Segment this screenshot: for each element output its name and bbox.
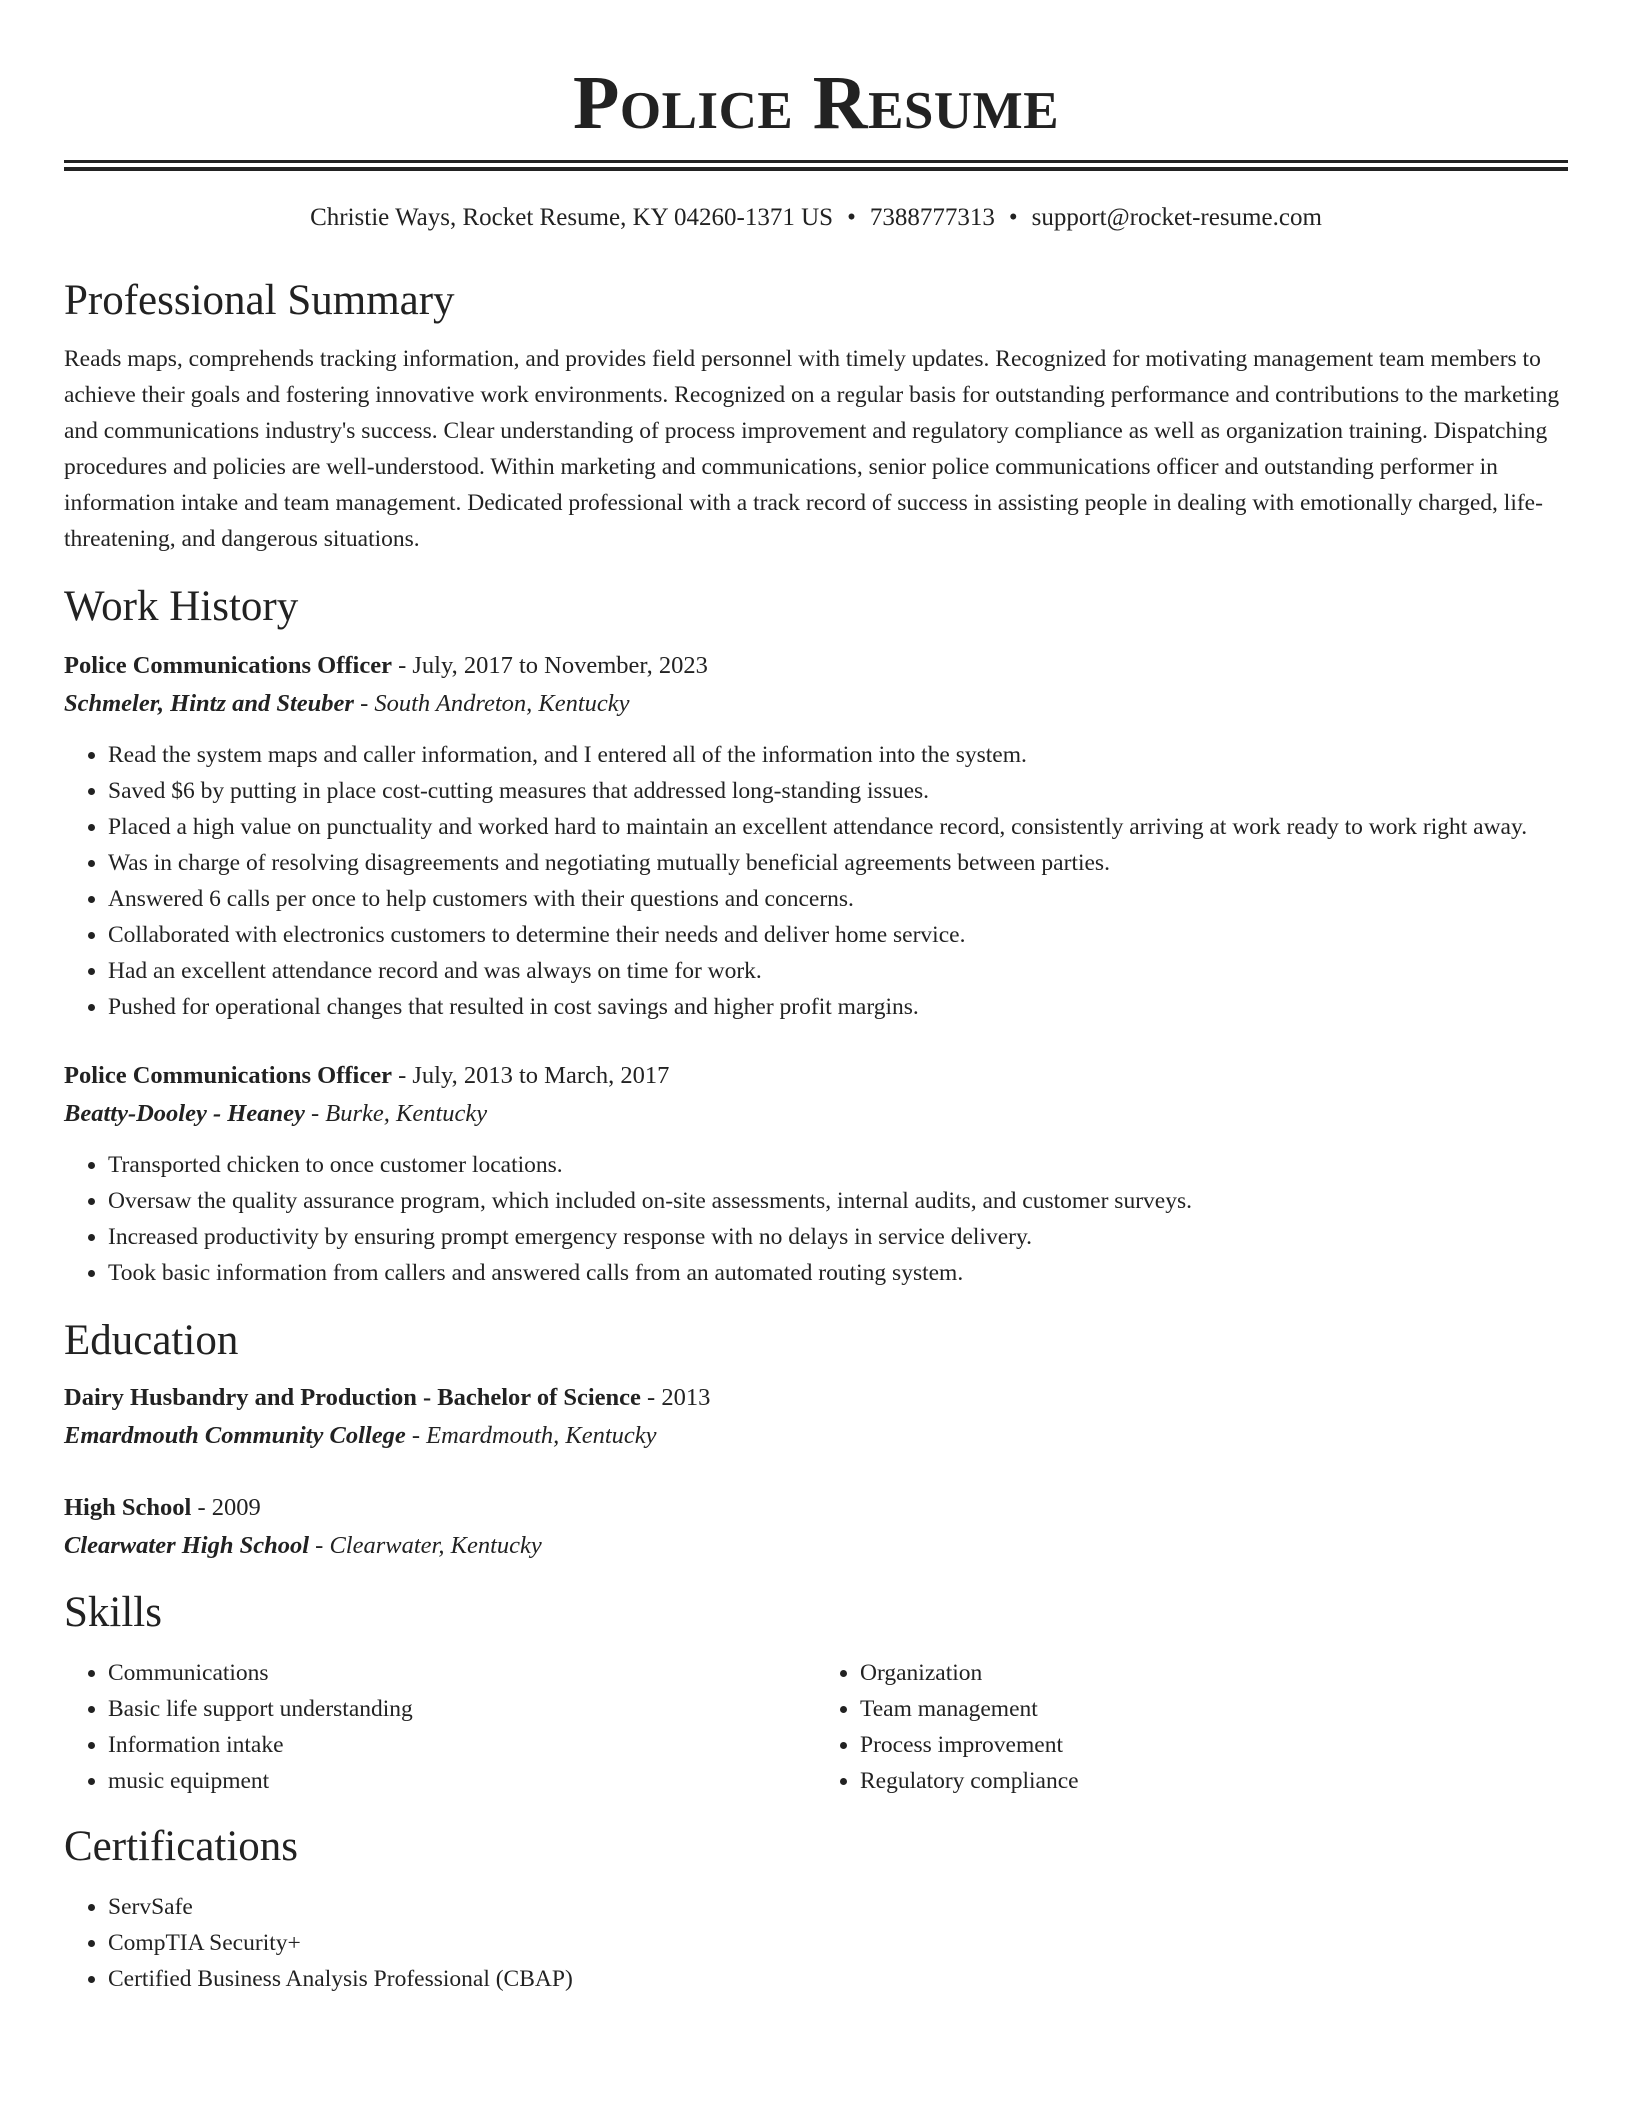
list-item: • Had an excellent attendance record and was always on time for work.: [108, 953, 1568, 989]
degree: Dairy Husbandry and Production - Bachelor of Science: [64, 1384, 641, 1411]
contact-email: support@rocket-resume.com: [1031, 204, 1322, 231]
job-location: - South Andreton, Kentucky: [353, 690, 630, 717]
job-title: Police Communications Officer: [64, 652, 392, 679]
summary-text: Reads maps, comprehends tracking information, and provides field personnel with timely updates. Recognized for motivating management team members to achieve their goals and fostering innovative work environments. Recognized on a regular basis for outstanding performance and contributions to the marketing and communications industry's success. Clear understanding of process improvement and regulatory compliance as well as organization training. Dispatching procedures and policies are well-understood. Within marketing and communications, senior police communications officer and outstanding performer in information intake and team management. Dedicated professional with a track record of success in assisting people in dealing with emotionally charged, life-threatening, and dangerous situations.: [64, 346, 1560, 552]
skills-heading: Skills: [64, 1589, 162, 1636]
list-item: • Regulatory compliance: [860, 1763, 1568, 1799]
school-line: [64, 1417, 1568, 1455]
list-item: • ServSafe: [108, 1889, 1568, 1925]
job-company: Schmeler, Hintz and Steuber: [64, 690, 354, 717]
job-company-line: [64, 1095, 1568, 1133]
job-entry: [64, 1057, 1568, 1291]
list-item: • Transported chicken to once customer locations.: [108, 1147, 1568, 1183]
degree-line: [64, 1379, 1568, 1417]
job-company: Beatty-Dooley - Heaney: [64, 1100, 305, 1127]
list-item: • Basic life support understanding: [108, 1691, 816, 1727]
list-item: • Team management: [860, 1691, 1568, 1727]
work-history-heading: Work History: [64, 583, 299, 630]
school: Emardmouth Community College: [64, 1422, 406, 1449]
contact-separator: •: [847, 204, 856, 231]
skills-column-right: [816, 1655, 1568, 1799]
school-line: [64, 1527, 1568, 1565]
title-divider: [64, 160, 1568, 171]
job-company-line: [64, 685, 1568, 723]
contact-phone: 7388777313: [869, 204, 995, 231]
contact-line: [64, 201, 1568, 235]
education-entry: [64, 1379, 1568, 1455]
list-item: • Process improvement: [860, 1727, 1568, 1763]
list-item: • Read the system maps and caller information, and I entered all of the information into the system.: [108, 737, 1568, 773]
job-dates: - July, 2013 to March, 2017: [391, 1062, 670, 1089]
list-item: • Pushed for operational changes that resulted in cost savings and higher profit margins.: [108, 989, 1568, 1025]
certifications-list: [64, 1889, 1568, 1997]
school: Clearwater High School: [64, 1532, 310, 1559]
list-item: • Oversaw the quality assurance program, which included on-site assessments, internal audits, and customer surveys.: [108, 1183, 1568, 1219]
school-location: - Clearwater, Kentucky: [309, 1532, 542, 1559]
contact-address: Christie Ways, Rocket Resume, KY 04260-1371 US: [310, 204, 834, 231]
list-item: • Took basic information from callers and answered calls from an automated routing system.: [108, 1255, 1568, 1291]
job-bullets: [64, 737, 1568, 1025]
job-title-line: [64, 647, 1568, 685]
list-item: • Organization: [860, 1655, 1568, 1691]
resume-title: Police Resume: [572, 61, 1060, 145]
skills-column-left: [64, 1655, 816, 1799]
degree-line: [64, 1489, 1568, 1527]
list-item: • Saved $6 by putting in place cost-cutting measures that addressed long-standing issues.: [108, 773, 1568, 809]
job-title-line: [64, 1057, 1568, 1095]
education-entry: [64, 1489, 1568, 1565]
school-location: - Emardmouth, Kentucky: [405, 1422, 657, 1449]
list-item: • Certified Business Analysis Professional (CBAP): [108, 1961, 1568, 1997]
skills-grid: [64, 1655, 1568, 1799]
job-dates: - July, 2017 to November, 2023: [391, 652, 708, 679]
contact-separator: •: [1008, 204, 1018, 231]
list-item: • Information intake: [108, 1727, 816, 1763]
degree-year: - 2009: [191, 1494, 261, 1521]
job-bullets: [64, 1147, 1568, 1291]
list-item: • Placed a high value on punctuality and worked hard to maintain an excellent attendance record, consistently arriving at work ready to work right away.: [108, 809, 1568, 845]
job-location: - Burke, Kentucky: [304, 1100, 488, 1127]
list-item: • Increased productivity by ensuring prompt emergency response with no delays in service delivery.: [108, 1219, 1568, 1255]
education-heading: Education: [64, 1317, 239, 1364]
summary-heading: Professional Summary: [64, 277, 455, 324]
degree: High School: [64, 1494, 192, 1521]
certifications-heading: Certifications: [64, 1823, 299, 1870]
list-item: • music equipment: [108, 1763, 816, 1799]
list-item: • Was in charge of resolving disagreements and negotiating mutually beneficial agreements between parties.: [108, 845, 1568, 881]
job-title: Police Communications Officer: [64, 1062, 392, 1089]
degree-year: - 2013: [640, 1384, 711, 1411]
list-item: • Communications: [108, 1655, 816, 1691]
list-item: • CompTIA Security+: [108, 1925, 1568, 1961]
job-entry: [64, 647, 1568, 1025]
list-item: • Collaborated with electronics customers to determine their needs and deliver home service.: [108, 917, 1568, 953]
list-item: • Answered 6 calls per once to help customers with their questions and concerns.: [108, 881, 1568, 917]
